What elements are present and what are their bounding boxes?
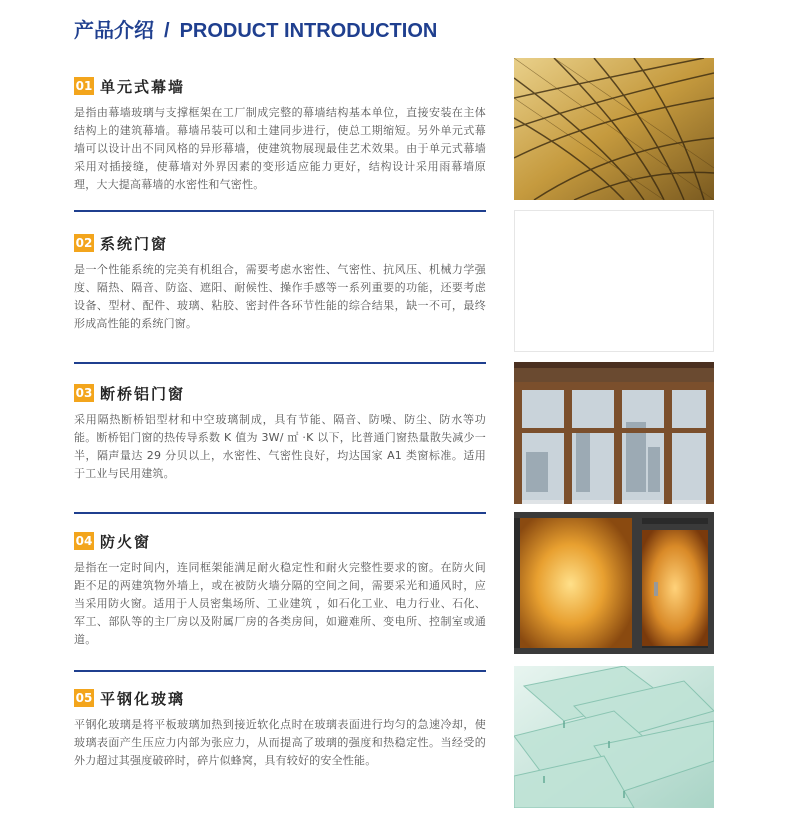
header-separator: / — [164, 20, 170, 42]
header-cn: 产品介绍 — [74, 20, 154, 42]
section-body: 是一个性能系统的完美有机组合，需要考虑水密性、气密性、抗风压、机械力学强度、隔热、隔音、防盗、遮阳、耐候性、操作手感等一系列重要的功能，还要考虑设备、型材、配件、玻璃、粘胶、密封件各环节性能的综合结果，缺一不可，最终形成高性能的系统门窗。 — [74, 263, 486, 330]
section-number-badge: 04 — [75, 534, 93, 548]
section-title: 单元式幕墙 — [100, 77, 186, 96]
section-divider — [74, 670, 486, 672]
section-divider — [74, 210, 486, 212]
section-title: 断桥铝门窗 — [100, 384, 186, 403]
section-thermal-break-aluminum — [74, 383, 486, 483]
tempered-glass-photo — [514, 666, 714, 808]
section-unitized-curtain-wall — [74, 76, 486, 194]
section-system-doors-windows — [74, 233, 486, 333]
section-number-badge: 03 — [75, 386, 93, 400]
page-header — [74, 14, 437, 40]
section-body: 是指由幕墙玻璃与支撑框架在工厂制成完整的幕墙结构基本单位，直接安装在主体结构上的建筑幕墙。幕墙吊装可以和土建同步进行，使总工期缩短。另外单元式幕墙可以设计出不同风格的异形幕墙，使建筑物展现最佳艺术效果。由于单元式幕墙采用对插接缝，使幕墙对外界因素的变形适应能力更好，结构设计采用雨幕墙原理，大大提高幕墙的水密性和气密性。 — [74, 106, 486, 191]
section-tempered-glass — [74, 688, 486, 770]
section-number-badge: 05 — [75, 691, 93, 705]
section-body: 是指在一定时间内，连同框架能满足耐火稳定性和耐火完整性要求的窗。在防火间距不足的两建筑物外墙上，或在被防火墙分隔的空间之间，需要采光和通风时，应当采用防火窗。适用于人员密集场所、工业建筑 ，如石化工业、电力行业、石化、军工、部队等的主厂房以及附属厂房的各类房间，如避难所、变电所、控制室或通道。 — [74, 561, 486, 646]
section-divider — [74, 512, 486, 514]
section-fire-window — [74, 531, 486, 649]
aluminum-window-photo — [514, 362, 714, 504]
section-number-badge: 02 — [75, 236, 93, 250]
curtain-wall-photo — [514, 58, 714, 200]
system-window-photo-blank — [514, 210, 714, 352]
section-title: 平钢化玻璃 — [100, 689, 186, 708]
header-en: PRODUCT INTRODUCTION — [179, 20, 438, 42]
section-title: 防火窗 — [100, 532, 152, 551]
section-body: 采用隔热断桥铝型材和中空玻璃制成，具有节能、隔音、防噪、防尘、防水等功能。断桥铝门窗的热传导系数 K 值为 3W/ ㎡ ·K 以下，比普通门窗热量散失减少一半，隔声量达 29 分贝以上，水密性、气密性良好，均达国家 A1 类窗标准。适用于工业与民用建筑。 — [74, 413, 486, 480]
section-number-badge: 01 — [75, 79, 93, 93]
fire-window-photo — [514, 512, 714, 654]
section-title: 系统门窗 — [100, 234, 169, 253]
section-body: 平钢化玻璃是将平板玻璃加热到接近软化点时在玻璃表面进行均匀的急速冷却，使玻璃表面产生压应力内部为张应力，从而提高了玻璃的强度和热稳定性。当经受的外力超过其强度破碎时，碎片似蜂窝，具有较好的安全性能。 — [74, 718, 486, 767]
section-divider — [74, 362, 486, 364]
